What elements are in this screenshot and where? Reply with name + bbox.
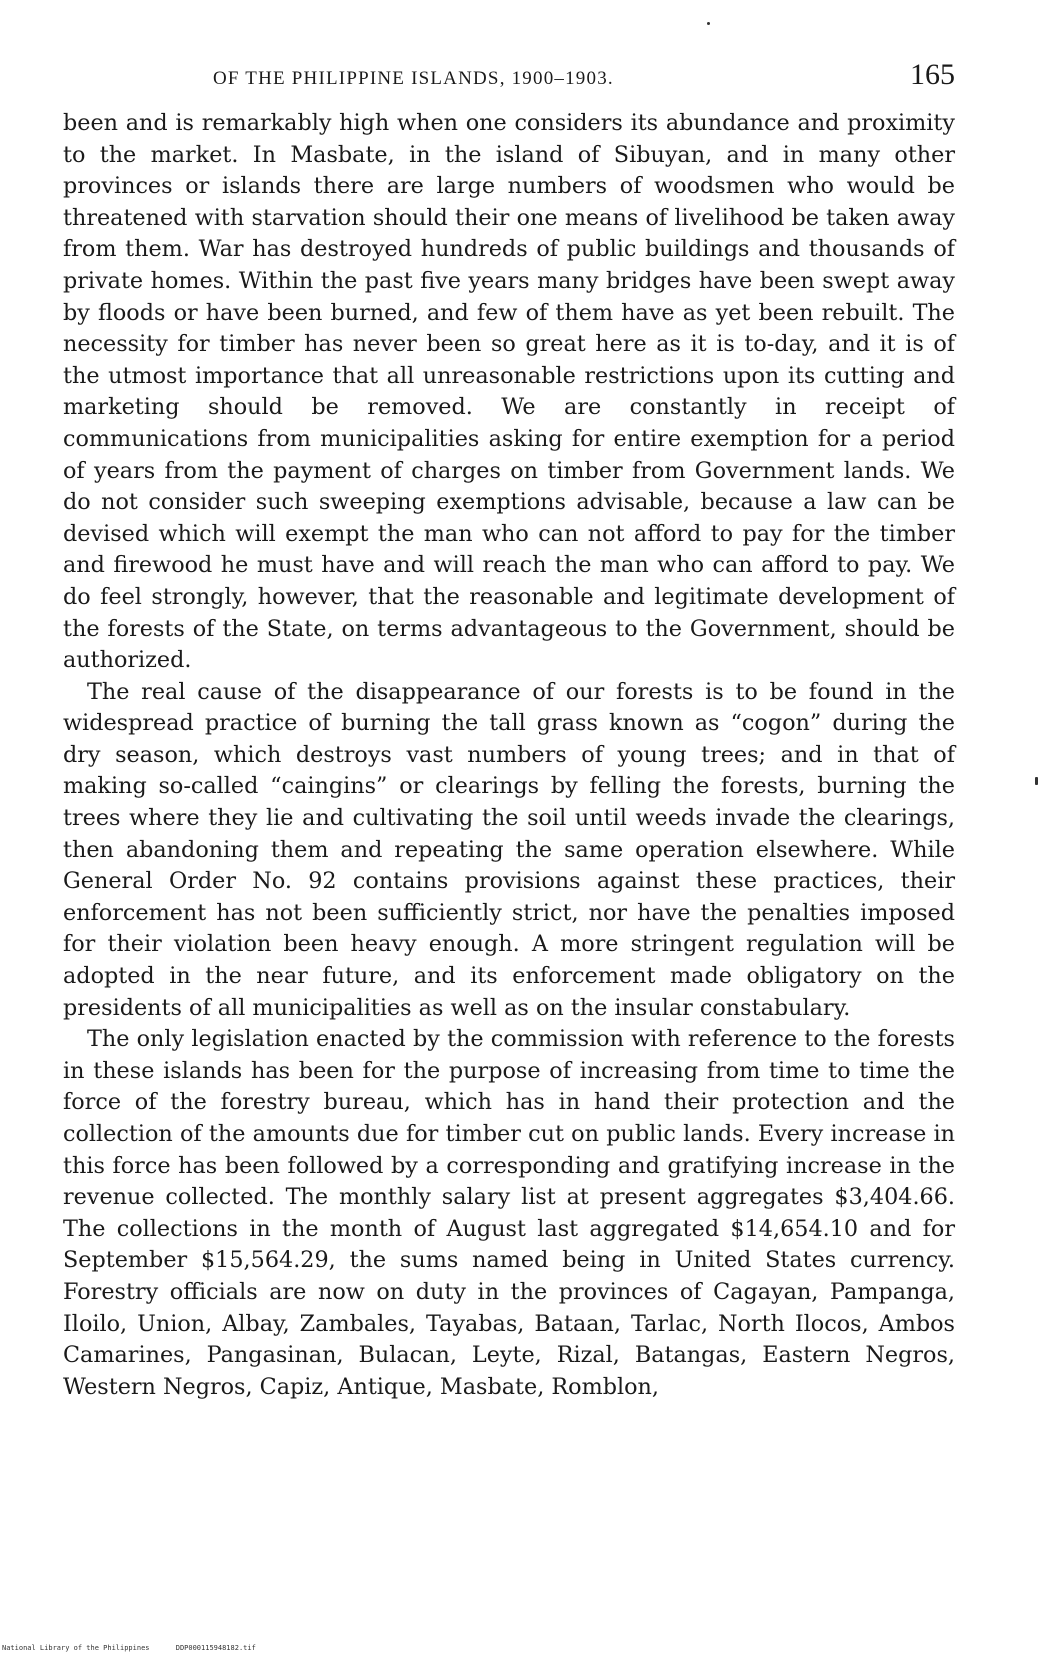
body-text [63, 108, 955, 1403]
page-header [63, 56, 955, 100]
scan-speck [707, 22, 710, 25]
scan-footer [2, 1644, 256, 1652]
footer-file-id: DDP000115948182.tif [175, 1644, 256, 1652]
paragraph-3: The only legislation enacted by the commission with reference to the forests in these islands has been for the purpose of increasing from time to time the force of the forestry bureau, which has in hand their protection and the collection of the amounts due for timber cut on public lands. Every increase in this force has been followed by a corresponding and gratifying increase in the revenue collected. The monthly salary list at present aggregates $3,404.66. The collections in the month of August last aggregated $14,654.10 and for September $15,564.29, the sums named being in United States currency. Forestry officials are now on duty in the provinces of Cagayan, Pampanga, Iloilo, Union, Albay, Zambales, Tayabas, Bataan, Tarlac, North Ilocos, Ambos Camarines, Pangasinan, Bulacan, Leyte, Rizal, Batangas, Eastern Negros, Western Negros, Capiz, Antique, Masbate, Romblon, [63, 1026, 955, 1400]
paragraph-1: been and is remarkably high when one considers its abundance and proximity to the market. In Masbate, in the island of Sibuyan, and in many other provinces or islands there are large numbers of woodsmen who would be threatened with starvation should their one means of livelihood be taken away from them. War has destroyed hundreds of public buildings and thousands of private homes. Within the past five years many bridges have been swept away by floods or have been burned, and few of them have as yet been rebuilt. The necessity for timber has never been so great here as it is to-day, and it is of the utmost importance that all unreasonable restrictions upon its cutting and marketing should be removed. We are constantly in receipt of communications from municipalities asking for entire exemption for a period of years from the payment of charges on timber from Government lands. We do not consider such sweeping exemptions advisable, because a law can be devised which will exempt the man who can not afford to pay for the timber and firewood he must have and will reach the man who can afford to pay. We do feel strongly, however, that the reasonable and legitimate development of the forests of the State, on terms advantageous to the Government, should be authorized. [63, 110, 955, 674]
paragraph-2: The real cause of the disappearance of our forests is to be found in the widespread practice of burning the tall grass known as “cogon” during the dry season, which destroys vast numbers of young trees; and in that of making so-called “caingins” or clearings by felling the forests, burning the trees where they lie and cultivating the soil until weeds invade the clearings, then abandoning them and repeating the same operation elsewhere. While General Order No. 92 contains provisions against these practices, their enforcement has not been sufficiently strict, nor have the penalties imposed for their violation been heavy enough. A more stringent regulation will be adopted in the near future, and its enforcement made obligatory on the presidents of all municipalities as well as on the insular constabulary. [63, 678, 955, 1021]
running-title: OF THE PHILIPPINE ISLANDS, 1900–1903. [213, 68, 614, 89]
footer-library: National Library of the Philippines [2, 1644, 150, 1652]
page-number: 165 [910, 58, 955, 91]
scan-mark [1035, 777, 1038, 785]
